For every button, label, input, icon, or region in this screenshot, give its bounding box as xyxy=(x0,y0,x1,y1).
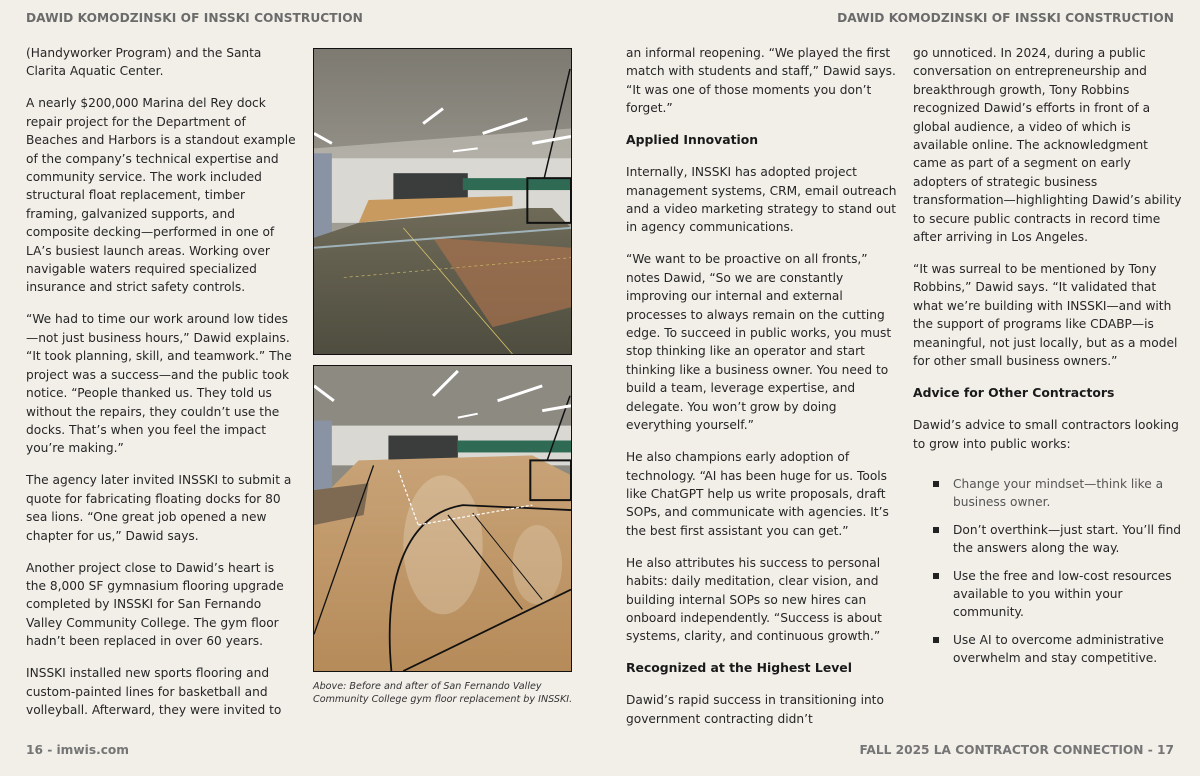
folio-right: FALL 2025 LA CONTRACTOR CONNECTION - 17 xyxy=(859,743,1174,757)
advice-item: Don’t overthink—just start. You’ll find the answers along the way. xyxy=(933,521,1183,558)
paragraph: The agency later invited INSSKI to submit a quote for fabricating floating docks for 80 sea lions. “One great job opened a new chapter for us,” Dawid says. xyxy=(26,473,292,543)
paragraph: He also champions early adoption of technology. “AI has been huge for us. Tools like ChatGPT help us write proposals, draft SOPs, and communicate with agencies. It’s the best first assistant you can get.” xyxy=(626,450,889,538)
section-heading-recognized: Recognized at the Highest Level xyxy=(626,660,852,676)
square-bullet-icon xyxy=(933,573,939,579)
paragraph: go unnoticed. In 2024, during a public conversation on entrepreneurship and breakthrough growth, Tony Robbins recognized Dawid’s efforts in front of a global audience, a video of which is available online. The acknowledgment came as part of a segment on early adopters of strategic business transformation—highlighting Dawid’s ability to secure public contracts in record time after arriving in Los Angeles. xyxy=(913,46,1182,245)
gym-before-image xyxy=(314,49,571,354)
photo-caption: Above: Before and after of San Fernando Valley Community College gym floor replacement by INSSKI. xyxy=(313,681,573,705)
paragraph: He also attributes his success to personal habits: daily meditation, clear vision, and building internal SOPs so new hires can onboard independently. “Success is about systems, clarity, and continuous growth.” xyxy=(626,555,882,644)
paragraph: (Handyworker Program) and the Santa Clarita Aquatic Center. xyxy=(26,46,262,79)
paragraph: A nearly $200,000 Marina del Rey dock repair project for the Department of Beaches and Harbors is a standout example of the company’s technical expertise and community service. The work included structural float replacement, timber framing, galvanized supports, and composite decking—performed in one of LA’s busiest launch areas. Working over navigable waters required specialized insurance and strict safety controls. xyxy=(26,96,296,295)
photo-gym-before xyxy=(313,48,572,355)
paragraph: an informal reopening. “We played the first match with students and staff,” Dawid says. “It was one of those moments you don’t forget.” xyxy=(626,46,896,116)
article-column-1 xyxy=(26,44,296,733)
paragraph: Dawid’s advice to small contractors looking to grow into public works: xyxy=(913,418,1179,451)
paragraph: Internally, INSSKI has adopted project management systems, CRM, email outreach and a video marketing strategy to stand out in agency communications. xyxy=(626,165,897,235)
running-head-left: DAWID KOMODZINSKI OF INSSKI CONSTRUCTION xyxy=(26,11,363,25)
paragraph: Another project close to Dawid’s heart is the 8,000 SF gymnasium flooring upgrade completed by INSSKI for San Fernando Valley Community College. The gym floor hadn’t been replaced in over 60 years. xyxy=(26,560,284,649)
paragraph: “We had to time our work around low tides—not just business hours,” Dawid explains. “It took planning, skill, and teamwork.” The project was a success—and the public took notice. “People thanked us. They told us without the repairs, they couldn’t use the docks. That’s when you feel the impact you’re making.” xyxy=(26,312,292,456)
advice-item: Change your mindset—think like a business owner. xyxy=(933,475,1183,512)
advice-list xyxy=(913,475,1183,668)
square-bullet-icon xyxy=(933,481,939,487)
photo-gym-after xyxy=(313,365,572,672)
section-heading-applied-innovation: Applied Innovation xyxy=(626,132,759,148)
paragraph: “It was surreal to be mentioned by Tony Robbins,” Dawid says. “It validated that what we’re building with INSSKI—and with the support of programs like CDABP—is meaningful, not just locally, but as a model for other small business owners.” xyxy=(913,262,1178,369)
square-bullet-icon xyxy=(933,637,939,643)
section-heading-advice: Advice for Other Contractors xyxy=(913,385,1115,401)
gym-after-image xyxy=(314,366,571,671)
paragraph: Dawid’s rapid success in transitioning into government contracting didn’t xyxy=(626,693,884,726)
square-bullet-icon xyxy=(933,527,939,533)
running-head-right: DAWID KOMODZINSKI OF INSSKI CONSTRUCTION xyxy=(837,11,1174,25)
paragraph: “We want to be proactive on all fronts,” notes Dawid, “So we are constantly improving our internal and external processes to always remain on the cutting edge. To succeed in public works, you must stop thinking like an operator and start thinking like a business owner. You need to build a team, leverage expertise, and delegate. You won’t grow by doing everything yourself.” xyxy=(626,252,892,433)
advice-item: Use the free and low-cost resources available to you within your community. xyxy=(933,567,1183,622)
folio-left: 16 - imwis.com xyxy=(26,743,129,757)
article-column-4 xyxy=(913,44,1183,677)
article-column-3 xyxy=(626,44,901,742)
paragraph: INSSKI installed new sports flooring and custom-painted lines for basketball and volleyball. Afterward, they were invited to xyxy=(26,666,282,717)
advice-item: Use AI to overcome administrative overwhelm and stay competitive. xyxy=(933,631,1183,668)
